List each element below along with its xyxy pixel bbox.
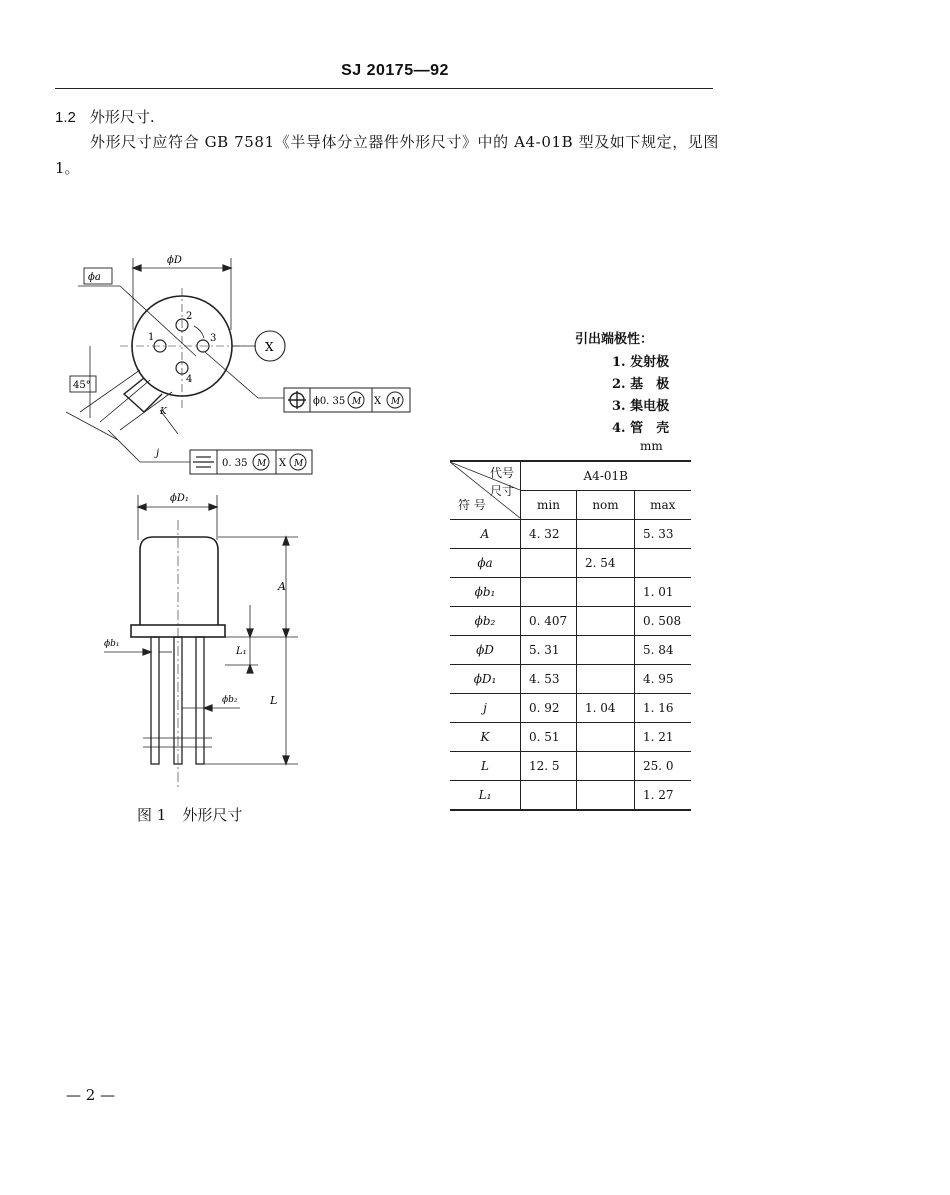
- table-row: [450, 781, 691, 811]
- row-symbol: L₁: [450, 781, 521, 811]
- cell-min: 12. 5: [521, 752, 577, 781]
- label-pin2: 2: [186, 311, 193, 322]
- section-paragraph-line1: 外形尺寸应符合 GB 7581《半导体分立器件外形尺寸》中的 A4-01B 型及如下规定，见图: [90, 133, 720, 151]
- label-x-ref-1: X: [374, 396, 382, 407]
- label-datum-x: X: [265, 340, 274, 354]
- dimensions-table: [450, 460, 691, 811]
- cell-min: [521, 578, 577, 607]
- table-unit: mm: [640, 439, 663, 453]
- label-m-3: M: [257, 459, 267, 469]
- page-number: — 2 —: [66, 1086, 116, 1104]
- cell-max: 5. 33: [635, 520, 691, 549]
- section-title: 外形尺寸.: [89, 108, 155, 126]
- row-symbol: ϕb₂: [450, 607, 521, 636]
- pin-item: 2. 基 极: [612, 377, 670, 392]
- table-row: [450, 549, 691, 578]
- label-k: K: [160, 407, 167, 417]
- pin-polarity-title: 引出端极性：: [575, 332, 654, 347]
- table-row: [450, 636, 691, 665]
- cell-nom: [577, 520, 635, 549]
- label-angle: 45°: [73, 380, 91, 391]
- cell-nom: 2. 54: [577, 549, 635, 578]
- cell-nom: [577, 752, 635, 781]
- table-row: [450, 694, 691, 723]
- pin-item: 4. 管 壳: [612, 421, 670, 436]
- figure-caption: [137, 804, 242, 825]
- label-L: L: [270, 694, 278, 707]
- label-m-1: M: [352, 397, 362, 407]
- cell-min: 0. 92: [521, 694, 577, 723]
- cell-nom: [577, 723, 635, 752]
- corner-size-label: 尺寸: [489, 484, 514, 498]
- label-pin3: 3: [210, 333, 217, 344]
- table-row: [450, 578, 691, 607]
- cell-nom: [577, 636, 635, 665]
- label-phib2: ϕb₂: [222, 695, 238, 705]
- row-symbol: ϕb₁: [450, 578, 521, 607]
- corner-code-label: 代号: [489, 466, 514, 480]
- row-symbol: K: [450, 723, 521, 752]
- cell-min: 0. 407: [521, 607, 577, 636]
- label-L1: L₁: [236, 646, 247, 657]
- section-paragraph-line2: 1。: [55, 159, 80, 177]
- cell-max: [635, 549, 691, 578]
- cell-max: 1. 27: [635, 781, 691, 811]
- table-row: [450, 520, 691, 549]
- row-symbol: L: [450, 752, 521, 781]
- figure-title: 外形尺寸: [182, 806, 243, 824]
- cell-max: 4. 95: [635, 665, 691, 694]
- row-symbol: j: [450, 694, 521, 723]
- cell-min: 4. 32: [521, 520, 577, 549]
- model-header: A4-01B: [521, 461, 691, 491]
- label-m-2: M: [391, 397, 401, 407]
- cell-max: 0. 508: [635, 607, 691, 636]
- pin-item: 3. 集电极: [612, 399, 670, 414]
- label-pin1: 1: [148, 332, 155, 343]
- corner-symbol-label: 符 号: [458, 498, 486, 512]
- label-phiD1: ϕD₁: [170, 493, 189, 504]
- cell-max: 1. 21: [635, 723, 691, 752]
- label-phia: ϕa: [88, 272, 101, 283]
- table-row: [450, 665, 691, 694]
- col-header-min: min: [521, 491, 577, 520]
- section-number: 1.2: [55, 109, 76, 126]
- cell-nom: [577, 665, 635, 694]
- row-symbol: ϕD: [450, 636, 521, 665]
- label-sym-tol: 0. 35: [222, 458, 248, 469]
- table-corner-cell: [450, 461, 521, 520]
- label-pin4: 4: [186, 374, 193, 385]
- cell-nom: [577, 578, 635, 607]
- row-symbol: A: [450, 520, 521, 549]
- label-j: j: [156, 448, 160, 459]
- row-symbol: ϕa: [450, 549, 521, 578]
- col-header-nom: nom: [577, 491, 635, 520]
- row-symbol: ϕD₁: [450, 665, 521, 694]
- cell-min: 4. 53: [521, 665, 577, 694]
- cell-min: 5. 31: [521, 636, 577, 665]
- pin-item: 1. 发射极: [612, 355, 670, 370]
- document-code: SJ 20175—92: [341, 62, 449, 79]
- cell-max: 5. 84: [635, 636, 691, 665]
- cell-min: 0. 51: [521, 723, 577, 752]
- col-header-max: max: [635, 491, 691, 520]
- label-m-4: M: [294, 459, 304, 469]
- table-row: [450, 723, 691, 752]
- outline-drawing: [0, 0, 450, 800]
- label-phib1: ϕb₁: [104, 639, 120, 649]
- cell-nom: [577, 607, 635, 636]
- cell-max: 1. 01: [635, 578, 691, 607]
- label-x-ref-2: X: [279, 458, 287, 469]
- label-phiD: ϕD: [167, 255, 182, 266]
- cell-nom: 1. 04: [577, 694, 635, 723]
- table-row: [450, 607, 691, 636]
- cell-max: 25. 0: [635, 752, 691, 781]
- cell-max: 1. 16: [635, 694, 691, 723]
- cell-nom: [577, 781, 635, 811]
- figure-number: 图 1: [137, 806, 167, 824]
- cell-min: [521, 549, 577, 578]
- label-position-tol: ϕ0. 35: [313, 396, 346, 407]
- cell-min: [521, 781, 577, 811]
- table-row: [450, 752, 691, 781]
- label-A: A: [278, 580, 286, 593]
